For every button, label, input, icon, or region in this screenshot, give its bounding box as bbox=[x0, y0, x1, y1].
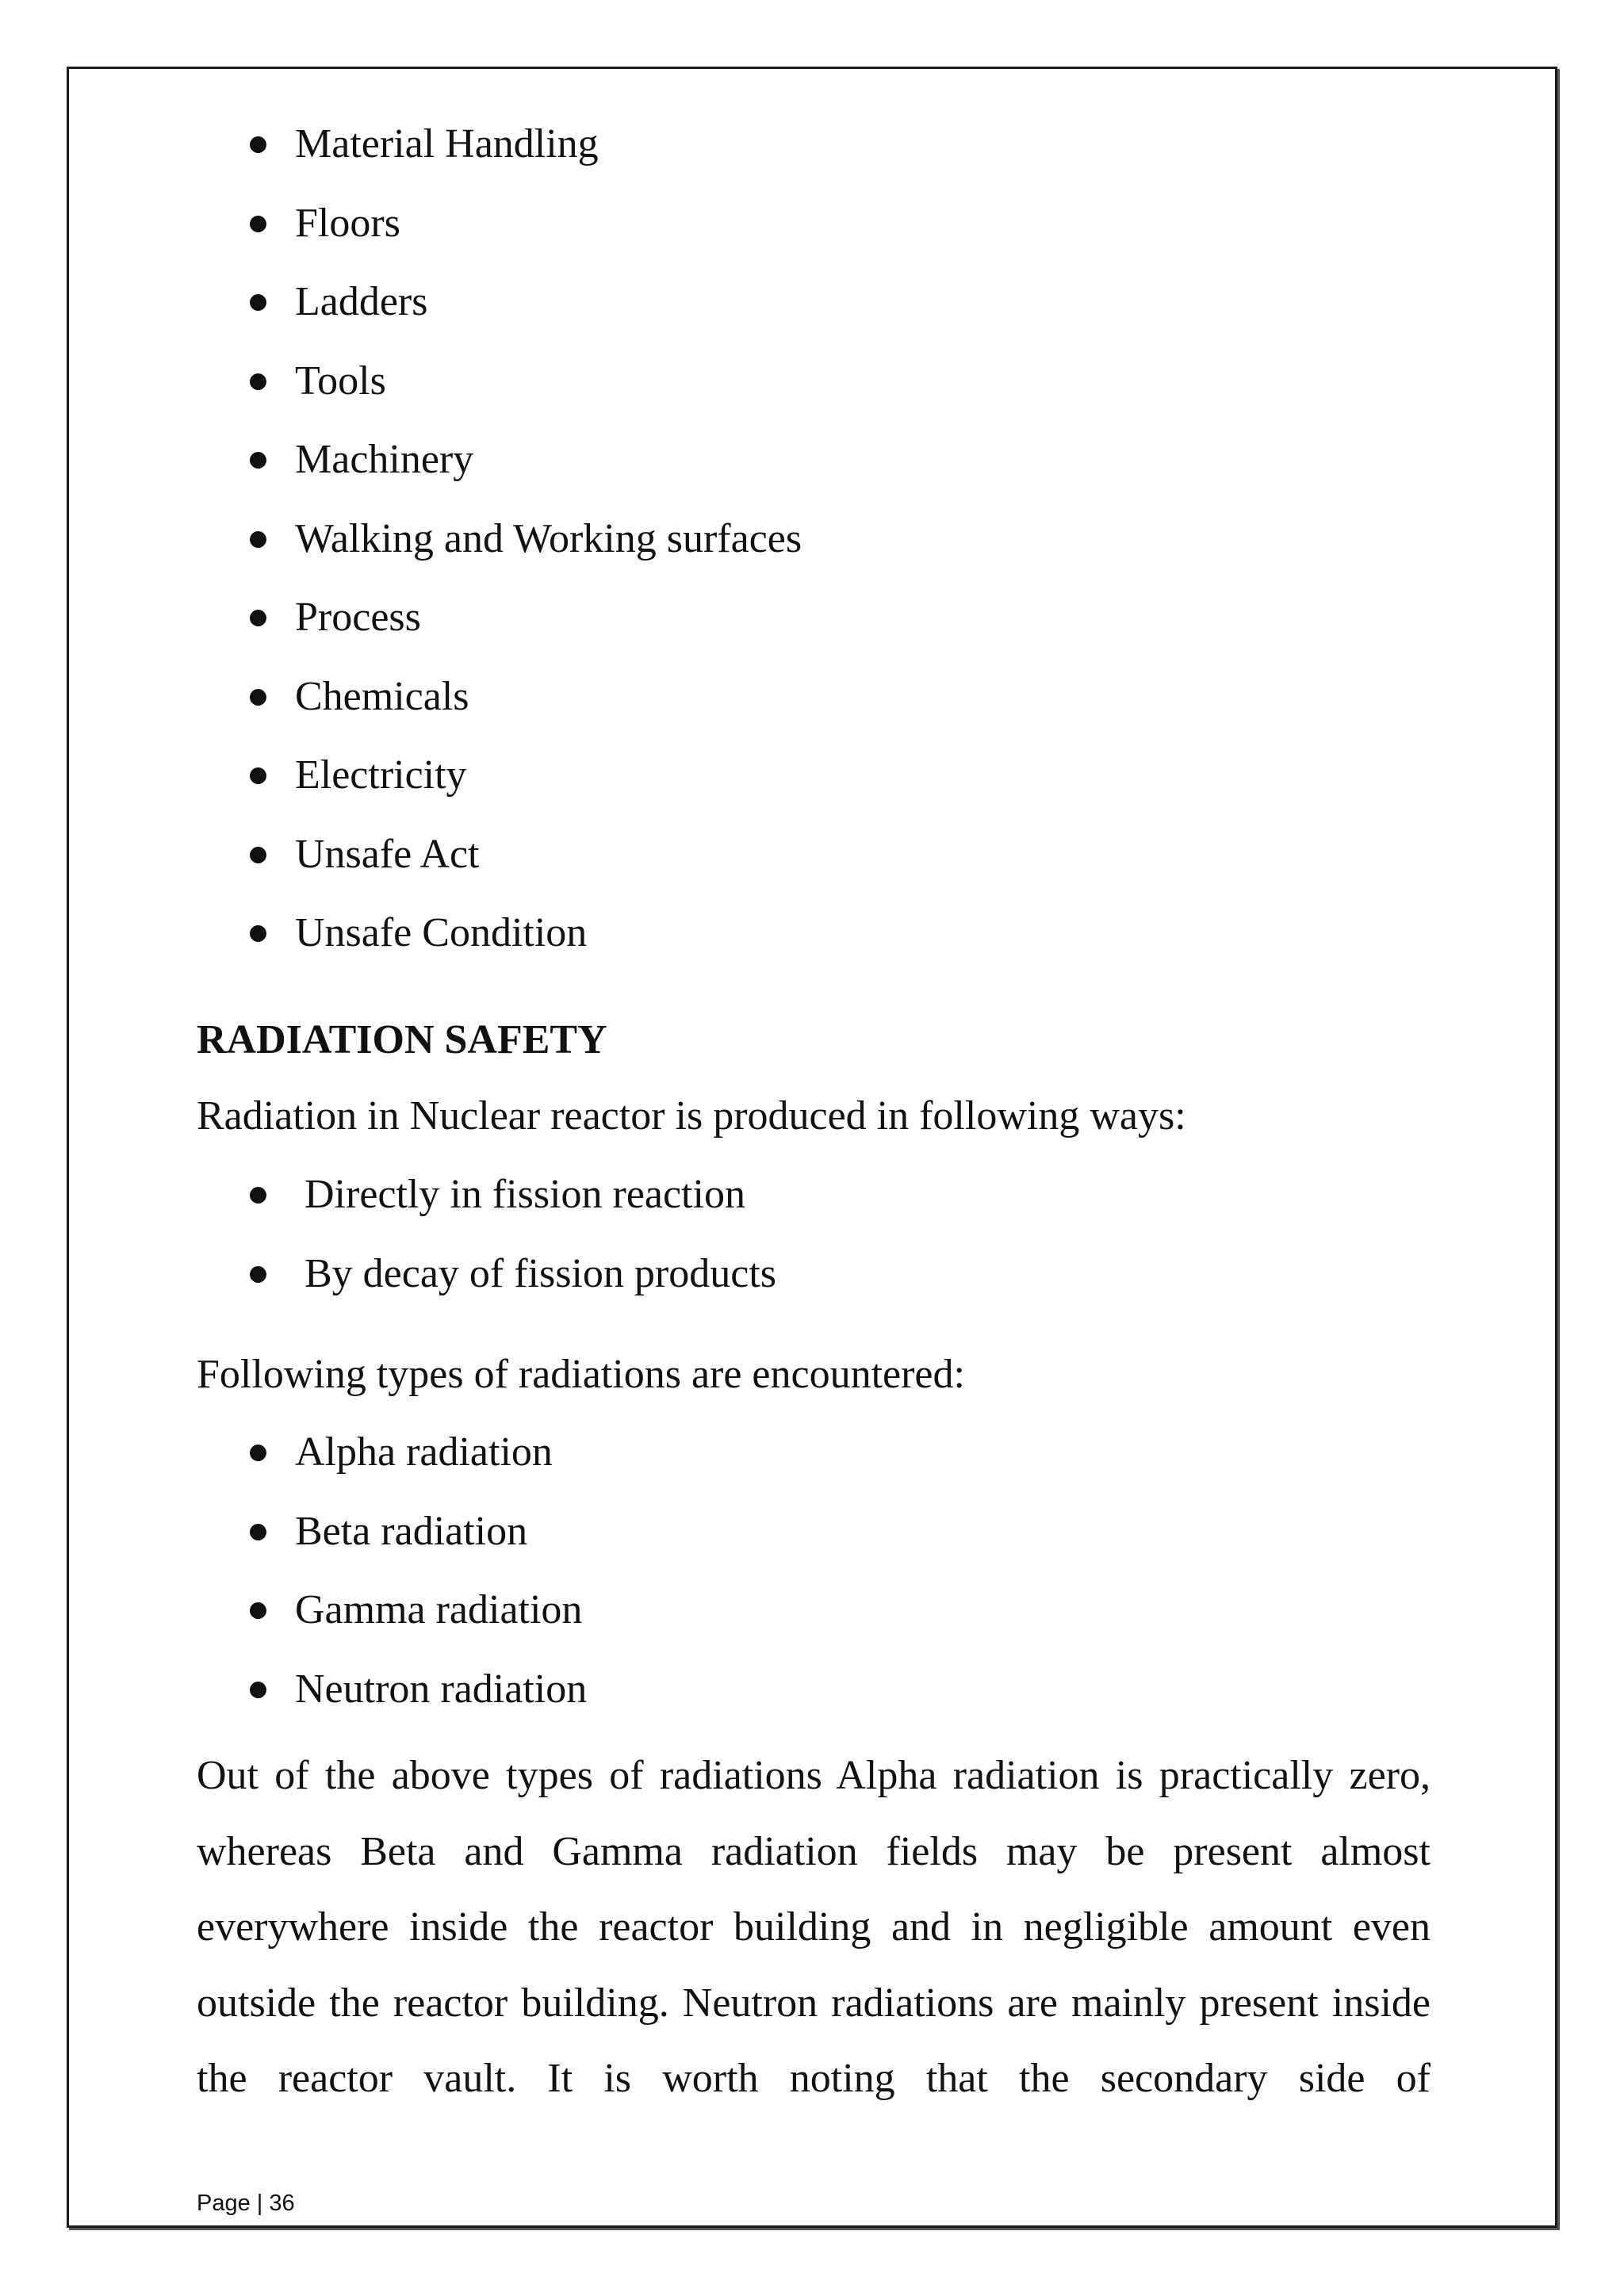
list-item: Unsafe Condition bbox=[0, 908, 1624, 987]
list-item: Directly in fission reaction bbox=[0, 1169, 1624, 1249]
radiation-types-list bbox=[0, 1427, 1624, 1743]
bullet-icon bbox=[250, 610, 266, 626]
bullet-icon bbox=[250, 136, 266, 153]
production-ways-list bbox=[0, 1169, 1624, 1327]
bullet-icon bbox=[250, 1682, 266, 1698]
bullet-icon bbox=[250, 373, 266, 390]
list-item: By decay of fission products bbox=[0, 1249, 1624, 1328]
list-item: Tools bbox=[0, 356, 1624, 435]
bullet-icon bbox=[250, 294, 266, 311]
bullet-icon bbox=[250, 1524, 266, 1540]
production-intro: Radiation in Nuclear reactor is produced in following ways: bbox=[197, 1093, 1186, 1138]
bullet-icon bbox=[250, 1187, 266, 1203]
list-item: Gamma radiation bbox=[0, 1585, 1624, 1664]
bullet-icon bbox=[250, 925, 266, 942]
types-intro: Following types of radiations are encountered: bbox=[197, 1352, 965, 1397]
bullet-icon bbox=[250, 531, 266, 548]
list-item: Floors bbox=[0, 198, 1624, 277]
list-item: Process bbox=[0, 592, 1624, 672]
hazard-list bbox=[0, 119, 1624, 987]
bullet-icon bbox=[250, 1266, 266, 1283]
list-item: Alpha radiation bbox=[0, 1427, 1624, 1506]
page-number: Page | 36 bbox=[197, 2191, 295, 2216]
bullet-icon bbox=[250, 847, 266, 863]
section-heading: RADIATION SAFETY bbox=[197, 1017, 607, 1062]
list-item: Machinery bbox=[0, 434, 1624, 514]
list-item: Walking and Working surfaces bbox=[0, 514, 1624, 593]
list-item: Chemicals bbox=[0, 672, 1624, 751]
list-item: Ladders bbox=[0, 277, 1624, 356]
bullet-icon bbox=[250, 452, 266, 469]
list-item: Neutron radiation bbox=[0, 1664, 1624, 1743]
list-item: Unsafe Act bbox=[0, 829, 1624, 909]
bullet-icon bbox=[250, 689, 266, 706]
bullet-icon bbox=[250, 1445, 266, 1461]
bullet-icon bbox=[250, 1602, 266, 1619]
bullet-icon bbox=[250, 767, 266, 784]
bullet-icon bbox=[250, 216, 266, 232]
list-item: Material Handling bbox=[0, 119, 1624, 198]
list-item: Electricity bbox=[0, 750, 1624, 829]
list-item: Beta radiation bbox=[0, 1506, 1624, 1586]
body-paragraph: Out of the above types of radiations Alpha radiation is practically zero, whereas Beta and Gamma radiation fields may be present almost everywhere inside the reactor building and in negligible amount even outside the reactor building. Neutron radiations are mainly present inside the reactor vault. It is worth noting that the secondary side of bbox=[197, 1753, 1431, 2101]
